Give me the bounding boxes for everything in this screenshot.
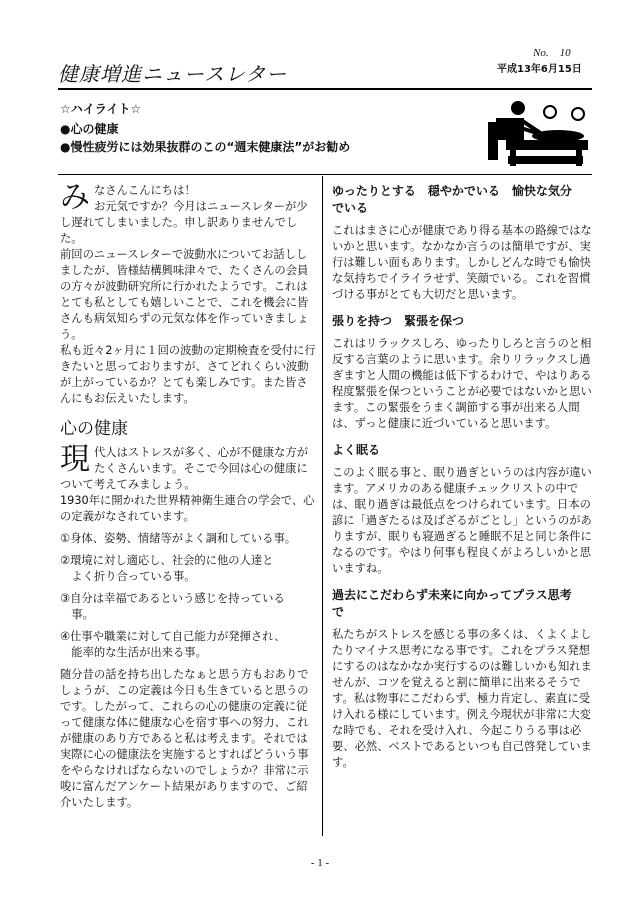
right-body: 私たちがストレスを感じる事の多くは、くよくよしたりマイナス思考になる事です。これをプラス発想にするのはなかなか実行するのは難しいかも知れませんが、コツを覚えると割に簡単に出来るそうです。私は物事にこだわらず、極力肯定し、素直に受け入れる様にしています。例え今現状が非常に大変な時でも、それを受け入れ、今起こりうる事は必要、必然、ベストであるといつも自己啓発しています。	[332, 628, 592, 769]
right-heading: 張りを持つ 緊張を保つ	[332, 314, 465, 328]
section-title: 心の健康	[60, 419, 128, 439]
intro-text: なさんこんにちは！ お元気ですか？今月はニュースレターが少し遅れてしまいました。申し訳ありませんでした。	[60, 184, 308, 245]
intro-text: 前回のニュースレターで波動水についてお話ししましたが、皆様結構興味津々で、たくさんの会員の方々が波動研究所に行かれたようです。これはとても私としても嬉しいことで、これを機会に皆さんも病気知らずの元気な体を作っていきましょう。	[60, 248, 309, 341]
section-rule	[58, 174, 592, 175]
page-number: - 1 -	[310, 857, 330, 869]
drop-cap: 現	[60, 442, 90, 477]
closing-text: 随分昔の話を持ち出したなぁと思う方もおありでしょうが、この定義は今日も生きていると思うのです。したがって、これらの心の健康の定義に従って健康な体に健康な心を宿す事への努力、これが健康のあり方であると私は考えます。それでは実際に心の健康法を実施するとすればどういう事をやらなければならないのでしょうか？非常に示唆に富んだアンケート結果がありますので、ご紹介いたします。	[60, 668, 309, 809]
intro-paragraph	[60, 180, 316, 247]
header-rule	[58, 88, 592, 90]
column-divider	[322, 176, 323, 836]
highlight-item: ●心の健康	[60, 122, 119, 136]
section-paragraph	[60, 442, 316, 493]
right-heading: よく眠る	[332, 443, 381, 457]
definition-item: ③自分は幸福であるという感じを持っている 事。	[60, 592, 285, 621]
highlight-item: ●慢性疲労には効果抜群のこの“週末健康法”がお勧め	[60, 140, 351, 154]
section-text: 代人はストレスが多く、心が不健康な方がたくさんいます。そこで今回は心の健康について考えてみましょう。	[60, 446, 309, 491]
right-heading: ゆったりとする 穏やかでいる 愉快な気分 でいる	[332, 184, 572, 215]
right-heading: 過去にこだわらず未来に向かってプラス思考 で	[332, 588, 572, 619]
highlights-title: ☆ハイライト☆	[60, 102, 142, 116]
section-text: 1930年に開かれた世界精神衛生連合の学会で、心の定義がなされています。	[60, 494, 315, 523]
issue-date: 平成13年6月15日	[497, 64, 582, 75]
right-body: これはリラックスしろ、ゆったりしろと言うのと相反する言葉のように思います。余りリラックスし過ぎますと人間の機能は低下するわけで、やはりある程度緊張を保つということが必要ではないかと思います。この緊張をうまく調節する事が出来る人間は、ずっと健康に近づいていると思います。	[332, 337, 592, 430]
left-column	[60, 180, 316, 811]
right-body: これはまさに心が健康であり得る基本の路線ではないかと思います。なかなか言うのは簡単ですが、実行は難しい面もあります。しかしどんな時でも愉快な気持ちでイライラせず、笑顔でいる。これを習慣づける事がとても大切だと思います。	[332, 224, 592, 301]
right-column	[332, 183, 594, 771]
definition-item: ④仕事や職業に対して自己能力が発揮され、 能率的な生活が出来る事。	[60, 630, 286, 659]
issue-number: No. 10	[533, 47, 571, 59]
right-body: このよく眠る事と、眠り過ぎというのは内容が違います。アメリカのある健康チェックリストの中では、眠り過ぎは最低点をつけられています。日本の諺に「過ぎたるは及ばざるがごとし」というのがありますが、眠りも寝過ぎると睡眠不足と同じ条件になるのです。やはり何事も程良くがよろしいかと思いますね。	[332, 466, 592, 575]
massage-illustration	[488, 98, 588, 168]
definition-item: ①身体、姿勢、情緒等がよく調和している事。	[60, 532, 297, 545]
drop-cap: み	[60, 180, 90, 215]
definition-item: ②環境に対し適応し、社会的に他の人達と よく折り合っている事。	[60, 554, 274, 583]
intro-text: 私も近々2ヶ月に１回の波動の定期検査を受付に行きたいと思っておりますが、さてどれくらい波動が上がっているか？とても楽しみです。また皆さんにもお伝えいたします。	[60, 344, 316, 405]
newsletter-title: 健康増進ニュースレター	[58, 62, 288, 86]
